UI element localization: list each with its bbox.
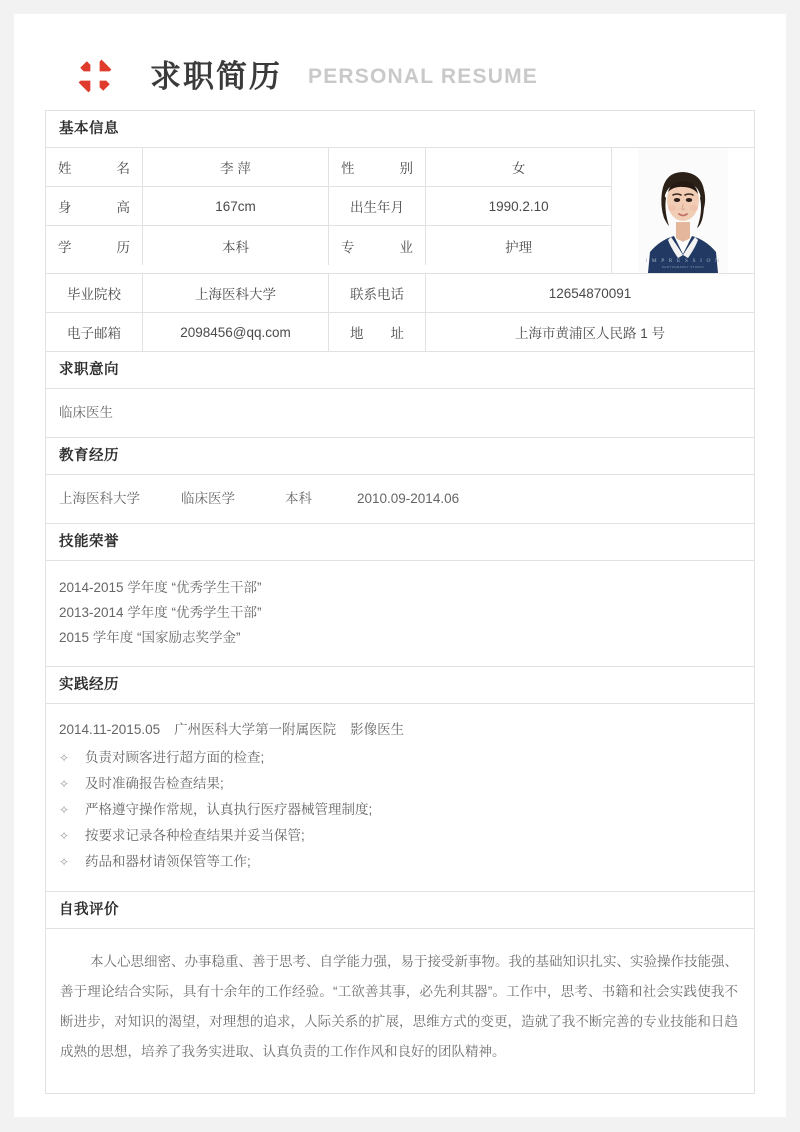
duty-text: 按要求记录各种检查结果并妥当保管; [85, 828, 305, 843]
field-value-education-level: 本科 [143, 226, 329, 265]
skills-honors-list [46, 561, 754, 667]
table-row [46, 148, 611, 187]
field-label-address: 地 址 [329, 313, 426, 351]
table-row [46, 274, 754, 313]
diamond-bullet-icon: ✧ [59, 829, 70, 843]
list-item [59, 771, 741, 797]
field-value-major: 护理 [505, 239, 533, 255]
duty-text: 严格遵守操作常规，认真执行医疗器械管理制度; [85, 802, 373, 817]
practice-period: 2014.11-2015.05 [59, 722, 161, 737]
field-label-gender: 性 别 [329, 148, 426, 186]
field-value-name: 李 萍 [143, 148, 329, 186]
section-heading-practice: 实践经历 [46, 667, 754, 704]
list-item [59, 849, 741, 875]
section-heading-education: 教育经历 [46, 438, 754, 475]
education-entry [46, 475, 754, 524]
basic-info-fields [46, 148, 611, 273]
diamond-bullet-icon: ✧ [59, 855, 70, 869]
list-item [59, 797, 741, 823]
section-heading-skills-honors: 技能荣誉 [46, 524, 754, 561]
list-item [59, 823, 741, 849]
diamond-bullet-icon: ✧ [59, 803, 70, 817]
education-school: 上海医科大学 [59, 491, 140, 506]
list-item: 2013-2014 学年度 “优秀学生干部” [59, 605, 262, 620]
duty-text: 及时准确报告检查结果; [85, 776, 224, 791]
field-value-height: 167cm [143, 187, 329, 225]
duty-text: 负责对顾客进行超方面的检查; [85, 750, 265, 765]
medical-cross-diamond-icon [66, 47, 124, 105]
svg-text:I M P R E S S I O N: I M P R E S S I O N [645, 258, 721, 264]
field-label-major: 专 业 [329, 226, 426, 265]
self-evaluation-content: 本人心思细密、办事稳重、善于思考、自学能力强，易于接受新事物。我的基础知识扎实、实验操作技能强、善于理论结合实际，具有十余年的工作经验。“工欲善其事，必先利其器”。工作中，思考、书籍和社会实践使我不断进步，对知识的渴望，对理想的追求，人际关系的扩展，思维方式的变更，造就了我不断完善的专业技能和日趋成熟的思想，培养了我务实进取、认真负责的工作作风和良好的团队精神。 [46, 929, 754, 1094]
field-value-address: 上海市黄浦区人民路 1 号 [514, 326, 665, 341]
field-value-gender: 女 [511, 161, 526, 176]
field-label-phone: 联系电话 [329, 274, 426, 312]
table-row [46, 187, 611, 226]
diamond-bullet-icon: ✧ [59, 751, 70, 765]
list-item [59, 745, 741, 771]
svg-text:PHOTOGRAPHY STUDIO: PHOTOGRAPHY STUDIO [662, 265, 705, 269]
education-period: 2010.09-2014.06 [357, 491, 460, 506]
section-heading-job-intent: 求职意向 [46, 352, 754, 389]
resume-body [45, 110, 755, 1094]
practice-duties-list [59, 745, 741, 875]
photo-cell [611, 148, 754, 273]
practice-role: 影像医生 [350, 722, 405, 737]
field-label-name: 姓 名 [46, 148, 143, 186]
field-value-school: 上海医科大学 [143, 274, 329, 312]
practice-header-line [59, 718, 741, 742]
field-value-email: 2098456@qq.com [143, 313, 329, 351]
education-degree: 本科 [285, 491, 312, 506]
field-label-height: 身 高 [46, 187, 143, 225]
practice-org: 广州医科大学第一附属医院 [174, 722, 337, 737]
duty-text: 药品和器材请领保管等工作; [85, 854, 251, 869]
job-intent-content: 临床医生 [46, 389, 754, 438]
page-subtitle: PERSONAL RESUME [308, 64, 538, 88]
basic-info-grid [46, 148, 754, 274]
table-row [46, 313, 754, 352]
section-heading-basic-info: 基本信息 [46, 111, 754, 148]
page-title: 求职简历 [150, 58, 282, 94]
practice-entry [46, 704, 754, 892]
list-item: 2015 学年度 “国家励志奖学金” [59, 630, 241, 645]
diamond-bullet-icon: ✧ [59, 777, 70, 791]
field-value-birthdate: 1990.2.10 [488, 198, 549, 214]
field-label-birthdate: 出生年月 [329, 187, 426, 225]
resume-header [14, 14, 786, 110]
field-label-school: 毕业院校 [46, 274, 143, 312]
table-row [46, 226, 611, 265]
section-heading-self-evaluation: 自我评价 [46, 892, 754, 929]
resume-document [14, 14, 786, 1117]
field-label-email: 电子邮箱 [46, 313, 143, 351]
field-label-education-level: 学 历 [46, 226, 143, 265]
field-value-phone: 12654870091 [548, 285, 632, 301]
list-item: 2014-2015 学年度 “优秀学生干部” [59, 580, 262, 595]
education-major: 临床医学 [181, 491, 235, 506]
avatar [638, 148, 728, 273]
